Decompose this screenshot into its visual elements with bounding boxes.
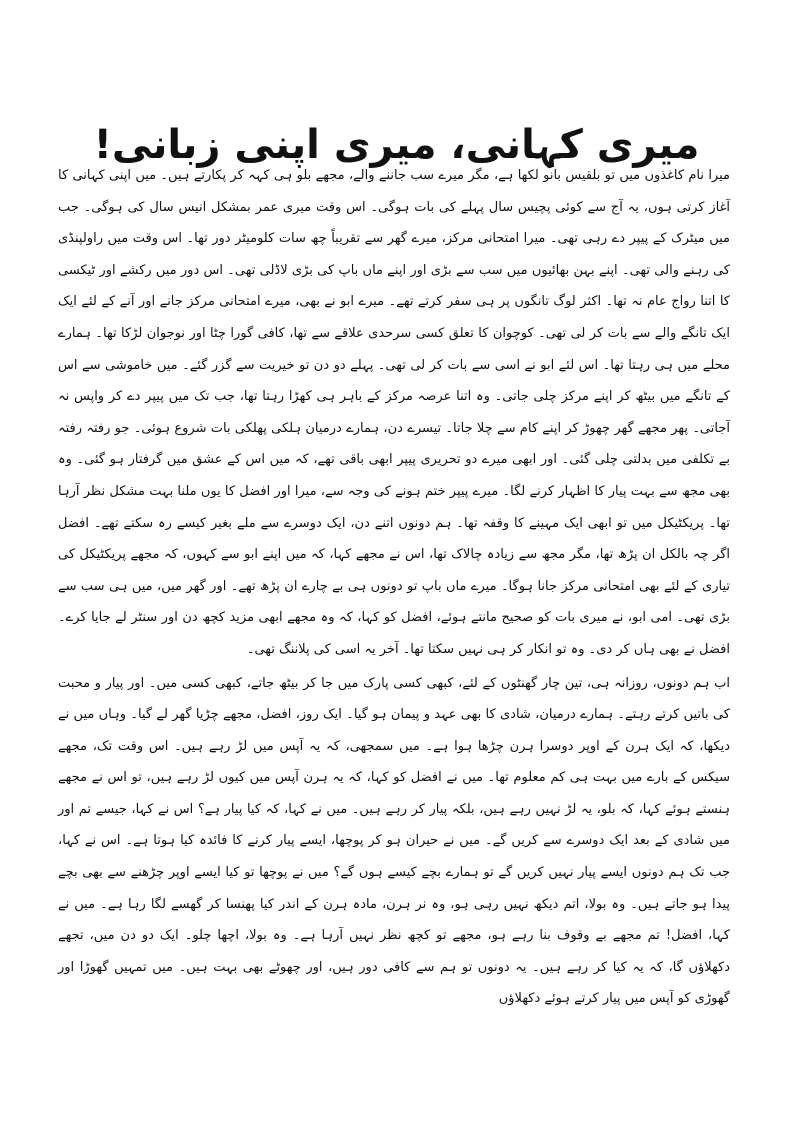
page-title: میری کہانی، میری اپنی زبانی! — [93, 121, 700, 168]
paragraph-1: میرا نام کاغذوں میں تو بلقیس بانو لکھا ہے، مگر میرے سب جاننے والے، مجھے بلو ہی کہہ کر پکارتے ہیں۔ میں اپنی کہانی کا آغاز کرتی ہوں، یہ آج سے کوئی پچیس سال پہلے کی بات ہوگی۔ اس وقت میری عمر بمشکل انیس سال کی ہوگی۔ جب میں میٹرک کے پیپر دے رہی تھی۔ میرا امتحانی مرکز، میرے گھر سے تقریباً چھ سات کلومیٹر دور تھا۔ اس وقت میں راولپنڈی کی رہنے والی تھی۔ اپنے بہن بھائیوں میں سب سے بڑی اور اپنے ماں باپ کی بڑی لاڈلی تھی۔ اس دور میں رکشے اور ٹیکسی کا اتنا رواج عام نہ تھا۔ اکثر لوگ تانگوں پر ہی سفر کرتے تھے۔ میرے ابو نے بھی، میرے امتحانی مرکز جانے اور آنے کے لئے ایک ایک تانگے والے سے بات کر لی تھی۔ کوچوان کا تعلق کسی سرحدی علاقے سے تھا، کافی گورا چٹا اور نوجوان لڑکا تھا۔ ہمارے محلے میں ہی رہتا تھا۔ اس لئے ابو نے اسی سے بات کر لی تھی۔ پہلے دو دن تو خیریت سے گزر گئے۔ میں خاموشی سے اس کے تانگے میں بیٹھ کر اپنے مرکز چلی جاتی۔ وہ اتنا عرصہ مرکز کے باہر ہی کھڑا رہتا تھا، جب تک میں پیپر دے کر واپس نہ آجاتی۔ پھر مجھے گھر چھوڑ کر اپنے کام سے چلا جاتا۔ تیسرے دن، ہمارے درمیان ہلکی پھلکی بات شروع ہوئی۔ جو رفتہ رفتہ بے تکلفی میں بدلتی چلی گئی۔ اور ابھی میرے دو تحریری پیپر ابھی باقی تھے، کہ میں اس کے عشق میں گرفتار ہو گئی۔ وہ بھی مجھ سے بہت پیار کا اظہار کرنے لگا۔ میرے پیپر ختم ہونے کی وجہ سے، میرا اور افضل کا یوں ملنا بہت مشکل نظر آرہا تھا۔ پریکٹیکل میں تو ابھی ایک مہینے کا وقفہ تھا۔ ہم دونوں اتنے دن، ایک دوسرے سے ملے بغیر کیسے رہ سکتے تھے۔ افضل اگر چہ بالکل ان پڑھ تھا، مگر مجھ سے زیادہ چالاک تھا، اس نے مجھے کہا، کہ میں اپنے ابو سے کہوں، کہ مجھے پریکٹیکل کی تیاری کے لئے بھی امتحانی مرکز جانا ہوگا۔ میرے ماں باپ تو دونوں ہی بے چارے ان پڑھ تھے۔ اور گھر میں، میں ہی سب سے بڑی تھی۔ امی ابو، نے میری بات کو صحیح مانتے ہوئے، افضل کو کہا، کہ وہ مجھے ابھی مزید کچھ دن اور سنٹر لے جایا کرے۔ افضل نے بھی ہاں کر دی۔ وہ تو انکار کر ہی نہیں سکتا تھا۔ آخر یہ اسی کی پلاننگ تھی۔ — [58, 168, 730, 657]
story-body — [58, 160, 730, 1015]
paragraph-2: اب ہم دونوں، روزانہ ہی، تین چار گھنٹوں کے لئے، کبھی کسی پارک میں جا کر بیٹھ جاتے، کبھی کسی میں۔ اور پیار و محبت کی باتیں کرتے رہتے۔ ہمارے درمیان، شادی کا بھی عہد و پیمان ہو گیا۔ ایک روز، افضل، مجھے چڑیا گھر لے گیا۔ وہاں میں نے دیکھا، کہ ایک ہرن کے اوپر دوسرا ہرن چڑھا ہوا ہے۔ میں سمجھی، کہ یہ آپس میں لڑ رہے ہیں۔ اس وقت تک، مجھے سیکس کے بارے میں بہت ہی کم معلوم تھا۔ میں نے افضل کو کہا، کہ یہ ہرن آپس میں کیوں لڑ رہے ہیں، تو اس نے مجھے ہنستے ہوئے کہا، کہ بلو، یہ لڑ نہیں رہے ہیں، بلکہ پیار کر رہے ہیں۔ میں نے کہا، کہ کیا پیار ہے؟ اس نے کہا، جیسے تم اور میں شادی کے بعد ایک دوسرے سے کریں گے۔ میں نے حیران ہو کر پوچھا، ایسے پیار کرنے کا فائدہ کیا ہوتا ہے۔ اس نے کہا، جب تک ہم دونوں ایسے پیار نہیں کریں گے تو ہمارے بچے کیسے ہوں گے؟ میں نے پوچھا تو کیا ایسے اوپر چڑھنے سے بھی بچے پیدا ہو جاتے ہیں۔ وہ بولا، اتم دیکھ نہیں رہی ہو، وہ نر ہرن، مادہ ہرن کے اندر کیا پھنسا کر گھسے لگا رہا ہے۔ میں نے کہا، افضل! تم مجھے بے وقوف بنا رہے ہو، مجھے تو کچھ نظر نہیں آرہا ہے۔ وہ بولا، اچھا چلو۔ ایک دو دن میں، تجھے دکھلاؤں گا، کہ یہ کیا کر رہے ہیں۔ یہ دونوں تو ہم سے کافی دور ہیں، اور چھوٹے بھی بہت ہیں۔ میں تمہیں گھوڑا اور گھوڑی کو آپس میں پیار کرتے ہوئے دکھلاؤں — [58, 675, 730, 1007]
